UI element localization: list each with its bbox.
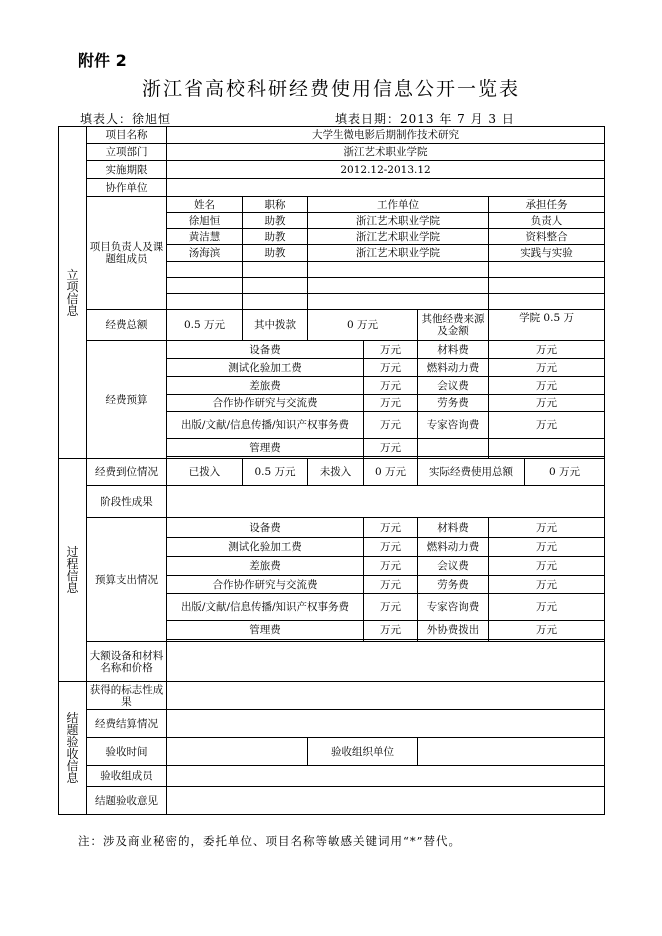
- budget-unit: 万元: [489, 359, 605, 377]
- table-row: [59, 197, 605, 213]
- result-value: [167, 682, 605, 710]
- table-row: [59, 766, 605, 787]
- members-accept-value: [167, 766, 605, 787]
- member-task: [489, 278, 605, 294]
- table-row: [59, 179, 605, 197]
- actual-label: 实际经费使用总额: [418, 459, 525, 486]
- member-title: 助教: [243, 229, 308, 245]
- member-unit: 浙江艺术职业学院: [308, 245, 489, 262]
- members-header-unit: 工作单位: [308, 197, 489, 213]
- member-title: [243, 294, 308, 310]
- budget-item: 出版/文献/信息传播/知识产权事务费: [167, 412, 364, 439]
- section-lixiang: 立 项 信 息: [59, 127, 87, 459]
- spend-item: 材料费: [418, 518, 489, 538]
- member-task: 实践与实验: [489, 245, 605, 262]
- budget-item: 燃料动力费: [418, 359, 489, 377]
- project-dept-label: 立项部门: [87, 144, 167, 161]
- spend-item: 专家咨询费: [418, 594, 489, 621]
- member-title: [243, 262, 308, 278]
- spend-unit: 万元: [364, 621, 418, 640]
- section-guocheng: 过 程 信 息: [59, 459, 87, 682]
- settle-label: 经费结算情况: [87, 710, 167, 738]
- spend-item: 劳务费: [418, 576, 489, 594]
- fund-other-label: 其他经费来源及金额: [418, 310, 489, 341]
- members-label: 项目负责人及课题组成员: [87, 197, 167, 310]
- budget-unit: 万元: [489, 412, 605, 439]
- unallocated-label: 未拨入: [308, 459, 364, 486]
- spend-item: 管理费: [167, 621, 364, 640]
- member-title: 助教: [243, 245, 308, 262]
- spend-item: 出版/文献/信息传播/知识产权事务费: [167, 594, 364, 621]
- spend-unit: 万元: [489, 518, 605, 538]
- member-name: [167, 278, 243, 294]
- member-task: 资料整合: [489, 229, 605, 245]
- member-unit: [308, 294, 489, 310]
- member-unit: [308, 262, 489, 278]
- time-label: 验收时间: [87, 738, 167, 766]
- member-title: [243, 278, 308, 294]
- project-period-label: 实施期限: [87, 161, 167, 179]
- project-period-value: 2012.12-2013.12: [167, 161, 605, 179]
- annex-label: 附件 2: [78, 51, 127, 70]
- fund-allot-value: 0 万元: [308, 310, 418, 341]
- filler-name: 填表人：徐旭恒: [80, 112, 172, 126]
- project-coop-label: 协作单位: [87, 179, 167, 197]
- spend-unit: 万元: [364, 576, 418, 594]
- spend-item: 燃料动力费: [418, 538, 489, 557]
- member-name: [167, 262, 243, 278]
- settle-value: [167, 710, 605, 738]
- spend-item: 测试化验加工费: [167, 538, 364, 557]
- spend-unit: 万元: [364, 518, 418, 538]
- budget-item: 材料费: [418, 341, 489, 359]
- spend-label: 预算支出情况: [87, 518, 167, 642]
- budget-unit: 万元: [364, 395, 418, 412]
- budget-item: 管理费: [167, 439, 364, 457]
- members-header-task: 承担任务: [489, 197, 605, 213]
- budget-unit: 万元: [489, 377, 605, 395]
- member-name: [167, 294, 243, 310]
- budget-unit: 万元: [489, 395, 605, 412]
- member-task: [489, 262, 605, 278]
- budget-unit: 万元: [364, 341, 418, 359]
- budget-item: 专家咨询费: [418, 412, 489, 439]
- fund-allot-label: 其中拨款: [243, 310, 308, 341]
- spend-unit: 万元: [489, 621, 605, 640]
- spend-item: 合作协作研究与交流费: [167, 576, 364, 594]
- member-task: 负责人: [489, 213, 605, 229]
- result-label: 获得的标志性成果: [87, 682, 167, 710]
- spend-unit: 万元: [489, 538, 605, 557]
- members-accept-label: 验收组成员: [87, 766, 167, 787]
- fund-total-label: 经费总额: [87, 310, 167, 341]
- fund-total-value: 0.5 万元: [167, 310, 243, 341]
- table-row: [59, 144, 605, 161]
- opinion-label: 结题验收意见: [87, 787, 167, 815]
- member-name: 汤海滨: [167, 245, 243, 262]
- spend-unit: 万元: [364, 557, 418, 576]
- spend-item: 外协费拨出: [418, 621, 489, 640]
- member-name: 徐旭恒: [167, 213, 243, 229]
- table-row: [59, 459, 605, 486]
- fill-date: 填表日期：2013 年 7 月 3 日: [335, 112, 515, 126]
- budget-unit: 万元: [364, 439, 418, 457]
- info-table: [58, 126, 605, 815]
- budget-item: 测试化验加工费: [167, 359, 364, 377]
- budget-unit: 万元: [364, 359, 418, 377]
- spend-item: 差旅费: [167, 557, 364, 576]
- members-header-title: 职称: [243, 197, 308, 213]
- budget-item: 会议费: [418, 377, 489, 395]
- project-name-label: 项目名称: [87, 127, 167, 144]
- budget-unit: 万元: [364, 377, 418, 395]
- spend-item: 会议费: [418, 557, 489, 576]
- section-jieti: 结 题 验 收 信 息: [59, 682, 87, 815]
- members-header-name: 姓名: [167, 197, 243, 213]
- budget-unit: [489, 439, 605, 457]
- member-unit: [308, 278, 489, 294]
- budget-item: [418, 439, 489, 457]
- table-row: [59, 127, 605, 144]
- member-unit: 浙江艺术职业学院: [308, 213, 489, 229]
- spend-unit: 万元: [489, 576, 605, 594]
- equip-label: 大额设备和材料名称和价格: [87, 642, 167, 682]
- allocated-value: 0.5 万元: [243, 459, 308, 486]
- stage-label: 阶段性成果: [87, 486, 167, 518]
- allocated-label: 已拨入: [167, 459, 243, 486]
- budget-unit: 万元: [364, 412, 418, 439]
- org-value: [418, 738, 605, 766]
- budget-unit: 万元: [489, 341, 605, 359]
- project-coop-value: [167, 179, 605, 197]
- unallocated-value: 0 万元: [364, 459, 418, 486]
- table-row: [59, 738, 605, 766]
- spend-unit: 万元: [489, 594, 605, 621]
- stage-value: [167, 486, 605, 518]
- table-row: [59, 161, 605, 179]
- footnote: 注：涉及商业秘密的，委托单位、项目名称等敏感关键词用“*”替代。: [78, 834, 462, 848]
- equip-value: [167, 642, 605, 682]
- table-row: [59, 787, 605, 815]
- org-label: 验收组织单位: [308, 738, 418, 766]
- spend-unit: 万元: [364, 594, 418, 621]
- project-dept-value: 浙江艺术职业学院: [167, 144, 605, 161]
- actual-value: 0 万元: [525, 459, 605, 486]
- arrive-label: 经费到位情况: [87, 459, 167, 486]
- member-unit: 浙江艺术职业学院: [308, 229, 489, 245]
- budget-label: 经费预算: [87, 341, 167, 459]
- budget-item: 劳务费: [418, 395, 489, 412]
- spend-unit: 万元: [489, 557, 605, 576]
- member-title: 助教: [243, 213, 308, 229]
- budget-item: 设备费: [167, 341, 364, 359]
- page-title: 浙江省高校科研经费使用信息公开一览表: [141, 78, 520, 100]
- budget-item: 差旅费: [167, 377, 364, 395]
- table-row: [59, 341, 605, 359]
- project-name-value: 大学生微电影后期制作技术研究: [167, 127, 605, 144]
- spend-item: 设备费: [167, 518, 364, 538]
- member-task: [489, 294, 605, 310]
- time-value: [167, 738, 308, 766]
- table-row: [59, 486, 605, 518]
- budget-item: 合作协作研究与交流费: [167, 395, 364, 412]
- table-row: [59, 518, 605, 538]
- table-row: [59, 310, 605, 341]
- spend-unit: 万元: [364, 538, 418, 557]
- fund-other-value: 学院 0.5 万: [489, 310, 605, 341]
- table-row: [59, 682, 605, 710]
- table-row: [59, 710, 605, 738]
- member-name: 黄洁慧: [167, 229, 243, 245]
- opinion-value: [167, 787, 605, 815]
- table-row: [59, 642, 605, 682]
